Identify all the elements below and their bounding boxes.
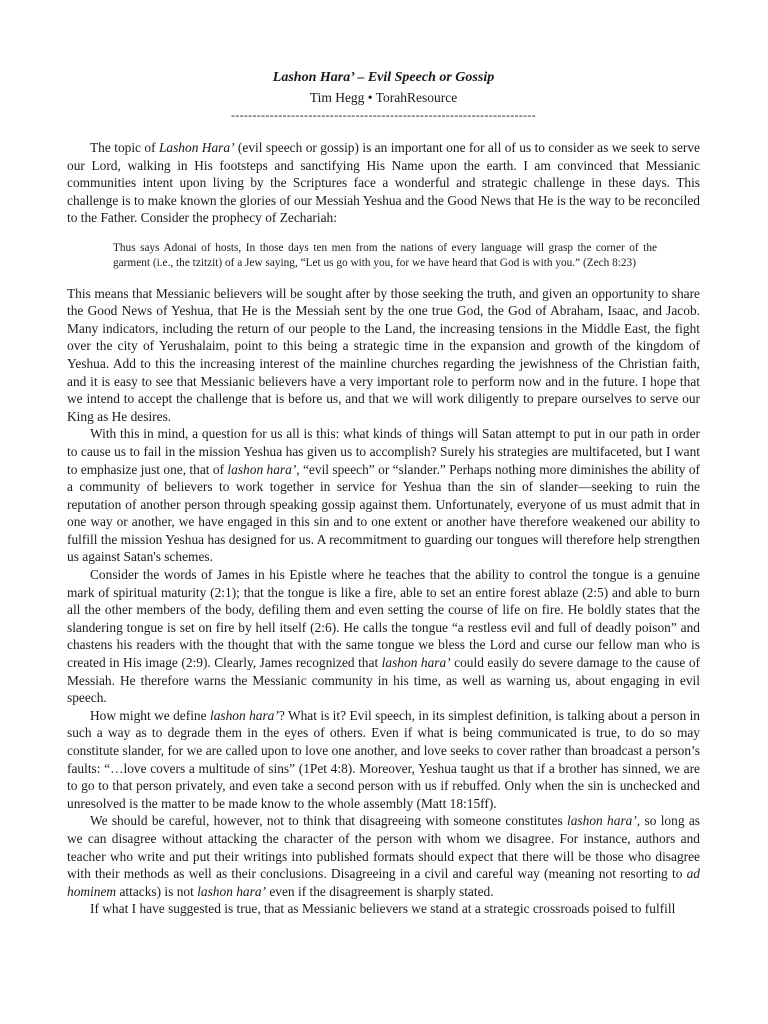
header-divider: ----------------------------------------------------------------------- [230,108,537,122]
document-author: Tim Hegg • TorahResource [309,90,458,105]
paragraph-messianic-believers: This means that Messianic believers will be sought after by those seeking the truth, and given an opportunity to share the Good News of Yeshua, that He is the Messiah sent by the one true God, the God of Abraham, Isaac, and Jacob. Many indicators, including the return of our people to the Land, the increasing tensions in the Middle East, the fight over the city of Yerushalaim, point to this being a strategic time in the expansion and growth of the kingdom of Yeshua. Add to this the increasing interest of the mainline churches regarding the jewishness of the Christian faith, and it is easy to see that Messianic believers have a very important role to perform now and in the future. I hope that we intend to accept the challenge that is before us, and that we will work diligently to prepare ourselves to serve our King as He desires. [67,285,700,424]
paragraph-strategic-crossroads: If what I have suggested is true, that as Messianic believers we stand at a strategic crossroads poised to fulfill [90,901,676,917]
paragraph-definition: How might we define lashon hara’? What is it? Evil speech, in its simplest definition, is talking about a person in such a way as to degrade them in the eyes of others. Even if what is being communicated is true, to do so may constitute slander, for we are called upon to love one another, and love seeks to cover rather than broadcast a person’s faults: “…love covers a multitude of sins” (1Pet 4:8). Moreover, Yeshua taught us that if a brother has sinned, we are to go to that person privately, and even take a second person with us if rebuffed. Only when the sin is unchecked and unresolved is the matter to be made know to the whole assembly (Matt 18:15ff). [67,707,701,811]
scripture-quote: Thus says Adonai of hosts, In those days ten men from the nations of every language will grasp the corner of the garment (i.e., the tzitzit) of a Jew saying, “Let us go with you, for we have heard that God is with you.” (Zech 8:23) [113,241,657,269]
document-page [67,68,700,918]
intro-paragraph: The topic of Lashon Hara’ (evil speech or gossip) is an important one for all of us to consider as we seek to serve our Lord, walking in His footsteps and sanctifying His Name upon the earth. I am convinced that Messianic communities intent upon living by the Scriptures face a wonderful and strategic challenge in these days. This challenge is to make known the glories of our Messiah Yeshua and the Good News that He is the way to be reconciled to the Father. Consider the prophecy of Zechariah: [67,140,700,226]
paragraph-satan-question: With this in mind, a question for us all is this: what kinds of things will Satan attempt to put in our path in order to cause us to fail in the mission Yeshua has given us to accomplish? Surely his strategies are multifaceted, but I want to emphasize just one, that of lashon hara’, “evil speech” or “slander.” Perhaps nothing more diminishes the ability of a community of believers to work together in service for Yeshua than the sin of slander—seeking to ruin the reputation of another person through speaking gossip against them. Unfortunately, everyone of us must admit that in one way or another, we have engaged in this sin and to one extent or another have therefore weakened our ability to fulfill the mission Yeshua has designed for us. A recommitment to guarding our tongues will therefore help strengthen us against Satan's schemes. [67,426,700,565]
paragraph-disagreement: We should be careful, however, not to think that disagreeing with someone constitutes lashon hara’, so long as we can disagree without attacking the character of the person with whom we disagree. For instance, authors and teacher who write and put their writings into published formats should expect that there will be those who disagree with their methods as well as their conclusions. Disagreeing in a civil and careful way (meaning not resorting to ad hominem attacks) is not lashon hara’ even if the disagreement is sharply stated. [67,813,700,899]
paragraph-james-epistle: Consider the words of James in his Epistle where he teaches that the ability to control the tongue is a genuine mark of spiritual maturity (2:1); that the tongue is like a fire, able to set an entire forest ablaze (2:5) and able to burn all the other members of the body, defiling them and even setting the course of life on fire. He boldly states that the slandering tongue is set on fire by hell itself (2:6). He calls the tongue “a restless evil and full of deadly poison” and chastens his readers with the thought that with the same tongue we bless the Lord and curse our fellow man who is created in His image (2:9). Clearly, James recognized that lashon hara’ could easily do severe damage to the cause of Messiah. He therefore warns the Messianic community in his time, as well as warning us, about engaging in evil speech. [67,567,700,706]
document-title: Lashon Hara’ – Evil Speech or Gossip [272,70,495,85]
